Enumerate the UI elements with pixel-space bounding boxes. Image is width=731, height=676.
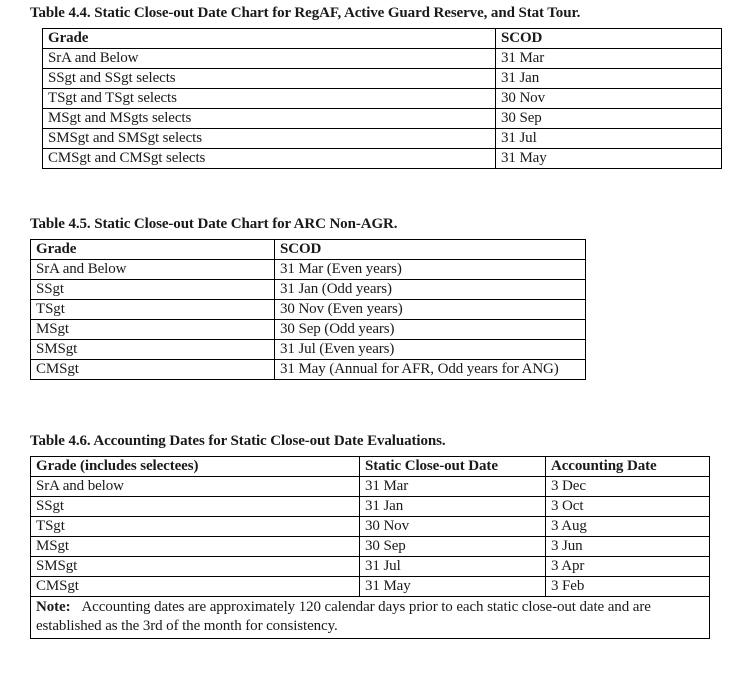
cell-scod: 31 Mar (Even years) [275, 260, 586, 280]
cell-accounting-date: 3 Feb [546, 577, 710, 597]
cell-grade: TSgt [31, 517, 360, 537]
cell-grade: SrA and Below [31, 260, 275, 280]
cell-grade: SrA and below [31, 477, 360, 497]
table-block-4-5 [30, 215, 586, 380]
cell-accounting-date: 3 Dec [546, 477, 710, 497]
table-header-row [31, 457, 710, 477]
cell-scod: 31 Jul [496, 129, 722, 149]
column-header-scod: SCOD [275, 240, 586, 260]
cell-static-close-out-date: 31 May [360, 577, 546, 597]
cell-grade: MSgt [31, 320, 275, 340]
cell-scod: 30 Sep (Odd years) [275, 320, 586, 340]
table-row [31, 260, 586, 280]
table-4-4 [42, 28, 722, 169]
cell-scod: 31 May (Annual for AFR, Odd years for ANG) [275, 360, 586, 380]
cell-scod: 30 Nov [496, 89, 722, 109]
cell-static-close-out-date: 31 Jul [360, 557, 546, 577]
column-header-scod: SCOD [496, 29, 722, 49]
cell-grade: CMSgt [31, 577, 360, 597]
table-header-row [43, 29, 722, 49]
table-row [43, 69, 722, 89]
table-row [31, 517, 710, 537]
table-row [31, 360, 586, 380]
cell-scod: 30 Nov (Even years) [275, 300, 586, 320]
cell-accounting-date: 3 Oct [546, 497, 710, 517]
table-note-cell [31, 597, 710, 639]
cell-grade: CMSgt and CMSgt selects [43, 149, 496, 169]
cell-scod: 31 Jan (Odd years) [275, 280, 586, 300]
table-row [43, 149, 722, 169]
table-row [31, 320, 586, 340]
cell-grade: SrA and Below [43, 49, 496, 69]
note-text: Accounting dates are approximately 120 calendar days prior to each static close-out date and are established as the 3rd of the month for consistency. [36, 599, 651, 634]
column-header-static-close-out-date: Static Close-out Date [360, 457, 546, 477]
table-row [31, 477, 710, 497]
table-row [31, 300, 586, 320]
cell-grade: SMSgt [31, 557, 360, 577]
table-row [43, 129, 722, 149]
note-label: Note: [36, 599, 71, 615]
cell-scod: 30 Sep [496, 109, 722, 129]
table-header-row [31, 240, 586, 260]
table-4-6 [30, 456, 710, 639]
cell-grade: MSgt [31, 537, 360, 557]
cell-scod: 31 Mar [496, 49, 722, 69]
column-header-grade: Grade (includes selectees) [31, 457, 360, 477]
cell-scod: 31 Jul (Even years) [275, 340, 586, 360]
cell-grade: SSgt [31, 280, 275, 300]
table-row [43, 49, 722, 69]
table-block-4-4 [30, 4, 722, 169]
table-caption-4-5: Table 4.5. Static Close-out Date Chart for ARC Non-AGR. [30, 216, 398, 232]
cell-grade: SSgt [31, 497, 360, 517]
table-row [31, 577, 710, 597]
table-row [31, 280, 586, 300]
cell-scod: 31 May [496, 149, 722, 169]
table-4-5 [30, 239, 586, 380]
cell-grade: MSgt and MSgts selects [43, 109, 496, 129]
table-row [31, 497, 710, 517]
cell-grade: CMSgt [31, 360, 275, 380]
column-header-grade: Grade [31, 240, 275, 260]
cell-static-close-out-date: 31 Mar [360, 477, 546, 497]
cell-scod: 31 Jan [496, 69, 722, 89]
table-row [31, 557, 710, 577]
table-caption-4-4: Table 4.4. Static Close-out Date Chart for RegAF, Active Guard Reserve, and Stat Tour. [30, 5, 581, 21]
cell-accounting-date: 3 Aug [546, 517, 710, 537]
table-row [31, 340, 586, 360]
table-note-row [31, 597, 710, 639]
cell-static-close-out-date: 30 Sep [360, 537, 546, 557]
cell-grade: SMSgt and SMSgt selects [43, 129, 496, 149]
cell-accounting-date: 3 Apr [546, 557, 710, 577]
table-row [31, 537, 710, 557]
cell-grade: SSgt and SSgt selects [43, 69, 496, 89]
cell-grade: TSgt [31, 300, 275, 320]
table-block-4-6 [30, 432, 710, 639]
table-row [43, 89, 722, 109]
column-header-grade: Grade [43, 29, 496, 49]
table-caption-4-6: Table 4.6. Accounting Dates for Static Close-out Date Evaluations. [30, 433, 446, 449]
table-row [43, 109, 722, 129]
cell-accounting-date: 3 Jun [546, 537, 710, 557]
cell-grade: SMSgt [31, 340, 275, 360]
column-header-accounting-date: Accounting Date [546, 457, 710, 477]
cell-grade: TSgt and TSgt selects [43, 89, 496, 109]
cell-static-close-out-date: 31 Jan [360, 497, 546, 517]
cell-static-close-out-date: 30 Nov [360, 517, 546, 537]
